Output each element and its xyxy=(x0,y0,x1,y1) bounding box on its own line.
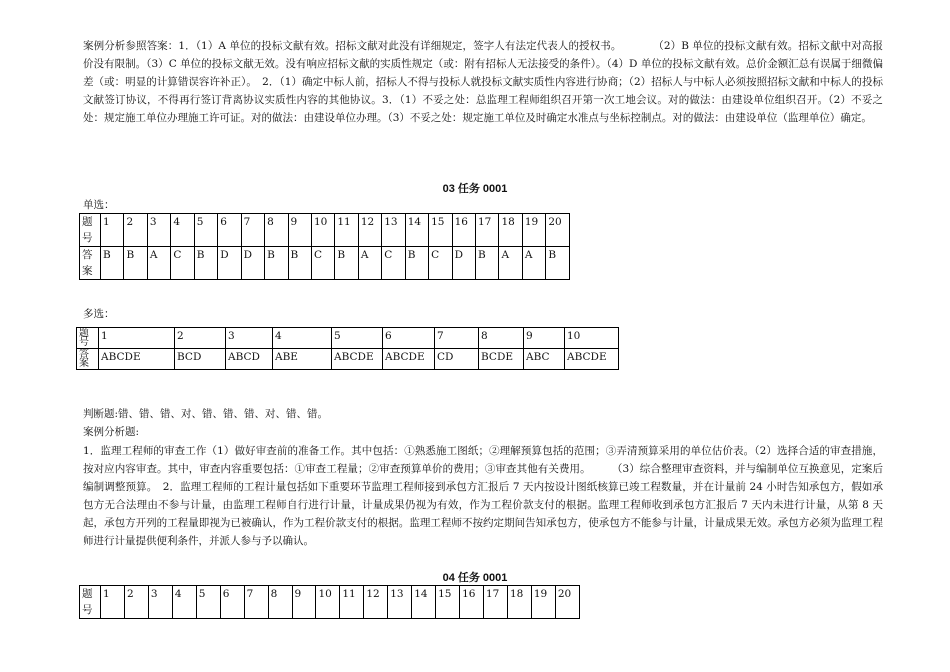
question-number-cell: 6 xyxy=(220,586,244,619)
true-false-answers: 判断题:错、错、错、对、错、错、错、对、错、错。 xyxy=(83,408,329,420)
answer-cell: C xyxy=(171,247,194,280)
answer-cell: ABCDE xyxy=(332,349,383,370)
answer-cell: ABCDE xyxy=(565,349,619,370)
question-number-cell: 8 xyxy=(268,586,292,619)
question-number-row xyxy=(80,586,580,619)
question-number-cell: 4 xyxy=(171,214,194,247)
question-number-cell: 6 xyxy=(383,328,435,349)
row-header: 答案 xyxy=(77,349,99,370)
answer-cell: A xyxy=(358,247,381,280)
question-number-cell: 1 xyxy=(99,328,175,349)
answer-cell: B xyxy=(335,247,358,280)
question-number-cell: 2 xyxy=(124,586,148,619)
answer-cell: A xyxy=(147,247,170,280)
question-number-cell: 1 xyxy=(101,586,125,619)
question-number-cell: 15 xyxy=(436,586,460,619)
question-number-cell: 5 xyxy=(194,214,217,247)
case-analysis-paragraph: 1．监理工程师的审查工作（1）做好审查前的准备工作。其中包括：①熟悉施工图纸；②理解预算包括的范围；③弄清预算采用的单位估价表。（2）选择合适的审查措施，按对应内容审查。其中，审查内容重要包括：①审查工程量；②审查预算单价的费用；③审查其他有关费用。 （3）综合整理审查资料，并与编制单位互换意见，定案后编制调整预算。 2．监理工程师的工程计量包括如下重要环节监理工程师接到承包方汇报后 7 天内按设计图纸核算已竣工程数量，并在计量前 24 小时告知承包方，假如承包方无合法理由不参与计量，由监理工程师自行进行计量，计量成果仍视为有效，作为工程价款支付的根据。监理工程师收到承包方汇报后 7 天内未进行计量，从第 8 天起，承包方开列的工程量即视为已被确认，作为工程价款支付的根据。监理工程师不按约定期间告知承包方，使承包方不能参与计量，计量成果无效。承包方必须为监理工程师进行计量提供便利条件，并派人参与予以确认。 xyxy=(83,445,883,547)
question-number-cell: 19 xyxy=(531,586,555,619)
question-number-cell: 18 xyxy=(499,214,522,247)
answer-cell: B xyxy=(194,247,217,280)
answer-cell: C xyxy=(429,247,452,280)
answer-cell: B xyxy=(124,247,147,280)
question-number-cell: 8 xyxy=(479,328,524,349)
task04-heading: 04 任务 0001 xyxy=(442,572,508,584)
question-number-cell: 18 xyxy=(507,586,531,619)
question-number-cell: 9 xyxy=(292,586,316,619)
answer-cell: ABCDE xyxy=(383,349,435,370)
question-number-cell: 9 xyxy=(288,214,311,247)
question-number-cell: 7 xyxy=(244,586,268,619)
answer-cell: B xyxy=(546,247,569,280)
answer-cell: B xyxy=(265,247,288,280)
question-number-cell: 9 xyxy=(524,328,565,349)
row-header: 题号 xyxy=(80,586,101,619)
question-number-cell: 4 xyxy=(273,328,332,349)
multi-choice-label: 多选： xyxy=(83,308,115,320)
answer-cell: C xyxy=(311,247,334,280)
answer-cell: ABC xyxy=(524,349,565,370)
answer-cell: B xyxy=(405,247,428,280)
question-number-cell: 3 xyxy=(226,328,273,349)
answer-cell: D xyxy=(241,247,264,280)
answer-cell: ABCDE xyxy=(99,349,175,370)
question-number-cell: 3 xyxy=(147,214,170,247)
question-number-cell: 8 xyxy=(265,214,288,247)
question-number-cell: 20 xyxy=(546,214,569,247)
question-number-cell: 16 xyxy=(452,214,475,247)
row-header: 题号 xyxy=(80,214,101,247)
row-header: 答案 xyxy=(80,247,101,280)
question-number-cell: 2 xyxy=(175,328,226,349)
question-number-cell: 1 xyxy=(101,214,124,247)
question-number-cell: 3 xyxy=(148,586,172,619)
case-answer-paragraph: 案例分析参照答案：1．（1）A 单位的投标文献有效。招标文献对此没有详细规定，签字人有法定代表人的授权书。 （2）B 单位的投标文献有效。招标文献中对高报价没有限制。（3）C 单位的投标文献无效。没有响应招标文献的实质性规定（或：附有招标人无法接受的条件）。（4）D 单位的投标文献有效。总价金额汇总有误属于细微偏差（或：明显的计算错误容许补正）。 2．（1）确定中标人前，招标人不得与投标人就投标文献实质性内容进行协商；（2）招标人与中标人必须按照招标文献和中标人的投标文献签订协议，不得再行签订背离协议实质性内容的其他协议。3．（1）不妥之处：总监理工程师组织召开第一次工地会议。对的做法：由建设单位组织召开。（2）不妥之处：规定施工单位办理施工许可证。对的做法：由建设单位办理。（3）不妥之处：规定施工单位及时确定水准点与坐标控制点。对的做法：由建设单位（监理单位）确定。 xyxy=(83,40,883,124)
question-number-cell: 2 xyxy=(124,214,147,247)
question-number-cell: 6 xyxy=(218,214,241,247)
question-number-cell: 5 xyxy=(196,586,220,619)
answer-row xyxy=(80,247,570,280)
answer-cell: D xyxy=(452,247,475,280)
answer-cell: B xyxy=(101,247,124,280)
question-number-row xyxy=(77,328,619,349)
question-number-cell: 10 xyxy=(311,214,334,247)
task04-single-choice-table xyxy=(79,585,580,619)
answer-cell: BCD xyxy=(175,349,226,370)
single-choice-table xyxy=(79,213,570,280)
question-number-cell: 20 xyxy=(555,586,579,619)
question-number-cell: 10 xyxy=(316,586,340,619)
multi-choice-table xyxy=(76,327,619,370)
answer-cell: ABE xyxy=(273,349,332,370)
question-number-cell: 4 xyxy=(172,586,196,619)
question-number-cell: 13 xyxy=(382,214,405,247)
question-number-cell: 17 xyxy=(484,586,508,619)
question-number-cell: 13 xyxy=(388,586,412,619)
task03-heading: 03 任务 0001 xyxy=(442,183,508,195)
question-number-cell: 10 xyxy=(565,328,619,349)
question-number-cell: 14 xyxy=(412,586,436,619)
single-choice-label: 单选： xyxy=(83,199,115,211)
answer-cell: BCDE xyxy=(479,349,524,370)
answer-cell: D xyxy=(218,247,241,280)
answer-cell: B xyxy=(476,247,499,280)
question-number-cell: 16 xyxy=(460,586,484,619)
question-number-cell: 11 xyxy=(335,214,358,247)
answer-cell: C xyxy=(382,247,405,280)
question-number-cell: 19 xyxy=(522,214,545,247)
question-number-cell: 12 xyxy=(358,214,381,247)
answer-cell: A xyxy=(522,247,545,280)
question-number-cell: 17 xyxy=(476,214,499,247)
answer-row xyxy=(77,349,619,370)
row-header: 题号 xyxy=(77,328,99,349)
question-number-row xyxy=(80,214,570,247)
question-number-cell: 5 xyxy=(332,328,383,349)
question-number-cell: 7 xyxy=(241,214,264,247)
answer-cell: A xyxy=(499,247,522,280)
answer-cell: B xyxy=(288,247,311,280)
question-number-cell: 15 xyxy=(429,214,452,247)
question-number-cell: 14 xyxy=(405,214,428,247)
case-analysis-label: 案例分析题: xyxy=(83,426,140,438)
question-number-cell: 11 xyxy=(340,586,364,619)
question-number-cell: 7 xyxy=(435,328,479,349)
answer-cell: ABCD xyxy=(226,349,273,370)
question-number-cell: 12 xyxy=(364,586,388,619)
answer-cell: CD xyxy=(435,349,479,370)
